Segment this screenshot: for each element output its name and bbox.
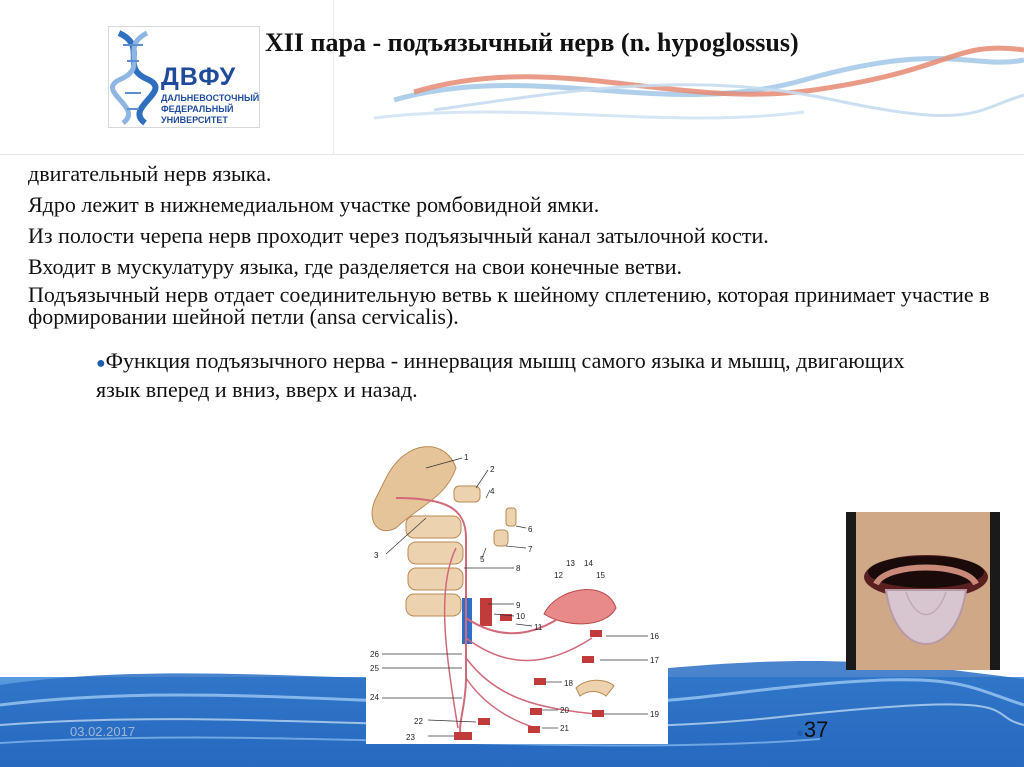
muscle-tab-5: [592, 710, 604, 717]
diagram-label-22: 22: [414, 717, 423, 726]
vertebra-3: [408, 568, 463, 590]
logo-abbreviation: ДВФУ: [161, 63, 237, 91]
header-divider: [0, 154, 1024, 155]
diagram-label-7: 7: [528, 545, 533, 554]
text-line-2: Ядро лежит в нижнемедиальном участке ромбовидной ямки.: [28, 192, 600, 217]
vertebra-4: [406, 594, 461, 616]
hyoid-bone: [576, 680, 614, 696]
diagram-label-15: 15: [596, 571, 605, 580]
logo-text-line-2: ФЕДЕРАЛЬНЫЙ: [161, 104, 234, 114]
muscle-tab-8: [478, 718, 490, 725]
bone-fragment-2: [494, 530, 508, 546]
nerve-diagram-svg: [366, 438, 668, 744]
diagram-label-13: 13: [566, 559, 575, 568]
diagram-label-6: 6: [528, 525, 533, 534]
hypoglossal-nerve-diagram: [366, 438, 668, 744]
page-bullet-icon: ●: [796, 725, 804, 740]
diagram-label-16: 16: [650, 632, 659, 641]
diagram-label-8: 8: [516, 564, 521, 573]
diagram-label-12: 12: [554, 571, 563, 580]
diagram-label-11: 11: [534, 623, 543, 632]
nerve-branch-2: [466, 638, 592, 661]
diagram-label-14: 14: [584, 559, 593, 568]
university-logo: [108, 26, 260, 128]
muscle-tab-2: [590, 630, 602, 637]
diagram-label-26: 26: [370, 650, 379, 659]
diagram-label-3: 3: [374, 551, 379, 560]
vertebra-2: [408, 542, 463, 564]
logo-text-line-3: УНИВЕРСИТЕТ: [161, 115, 228, 125]
text-line-3: Из полости черепа нерв проходит через подъязычный канал затылочной кости.: [28, 223, 769, 248]
text-line-5: Подъязычный нерв отдает соединительную ветвь к шейному сплетению, которая принимает участие в формировании шейной петли (ansa cervicalis).: [28, 282, 990, 329]
logo-text-line-1: ДАЛЬНЕВОСТОЧНЫЙ: [161, 93, 260, 103]
slide-title: XII пара - подъязычный нерв (n. hypoglossus): [265, 28, 799, 57]
artery-segment: [480, 598, 492, 626]
diagram-label-4: 4: [490, 487, 495, 496]
muscle-tab-6: [530, 708, 542, 715]
nerve-branch-4: [466, 678, 536, 728]
diagram-label-23: 23: [406, 733, 415, 742]
diagram-label-17: 17: [650, 656, 659, 665]
diagram-label-10: 10: [516, 612, 525, 621]
text-line-1: двигательный нерв языка.: [28, 161, 272, 186]
diagram-label-1: 1: [464, 453, 469, 462]
slide-date: 03.02.2017: [70, 724, 136, 739]
function-bullet: [96, 348, 926, 403]
tongue-photo: [846, 512, 1000, 670]
muscle-tab-7: [528, 726, 540, 733]
diagram-label-21: 21: [560, 724, 569, 733]
bone-fragment-3: [506, 508, 516, 526]
diagram-label-5: 5: [480, 555, 485, 564]
vertebra-1: [406, 516, 461, 538]
muscle-tab-4: [534, 678, 546, 685]
diagram-label-20: 20: [560, 706, 569, 715]
header-wave-decoration: [334, 0, 1024, 155]
bullet-dot-icon: ●: [96, 355, 106, 372]
tongue-muscle-fan: [544, 590, 616, 624]
body-text: [28, 160, 998, 332]
diagram-label-9: 9: [516, 601, 521, 610]
diagram-label-18: 18: [564, 679, 573, 688]
muscle-tab-9: [454, 732, 472, 740]
page-number: [796, 717, 828, 743]
page-number-text: 37: [803, 717, 829, 742]
dna-helix-icon: [109, 27, 161, 127]
diagram-label-2: 2: [490, 465, 495, 474]
diagram-label-24: 24: [370, 693, 379, 702]
muscle-tab-3: [582, 656, 594, 663]
diagram-label-25: 25: [370, 664, 379, 673]
diagram-label-19: 19: [650, 710, 659, 719]
header-divider-vertical: [333, 0, 334, 155]
bone-fragment-1: [454, 486, 480, 502]
function-bullet-text: Функция подъязычного нерва - иннервация мышц самого языка и мышц, двигающих язык вперед и вниз, вверх и назад.: [96, 348, 905, 402]
text-line-4: Входит в мускулатуру языка, где разделяется на свои конечные ветви.: [28, 254, 682, 279]
nerve-branch-3: [466, 658, 596, 714]
tongue-photo-illustration: [846, 512, 1000, 670]
